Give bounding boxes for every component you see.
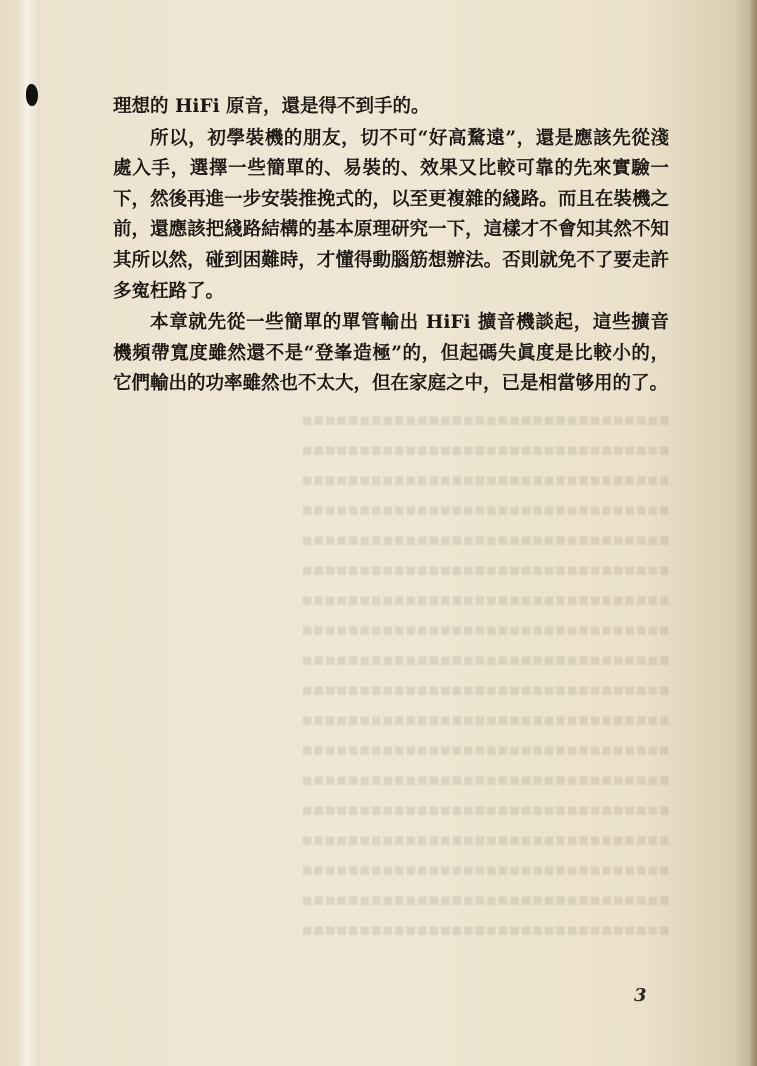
- body-text: [113, 92, 669, 400]
- page-edge-shadow: [749, 0, 757, 1066]
- ink-spot: [26, 84, 38, 106]
- paragraph-advice: 所以，初學裝機的朋友，切不可“好高騖遠”，還是應該先從淺處入手，選擇一些簡單的、易裝的、效果又比較可靠的先來實驗一下，然後再進一步安裝推挽式的，以至更複雜的綫路。而且在裝機之前，還應該把綫路結構的基本原理研究一下，這樣才不會知其然不知其所以然，碰到困難時，才懂得動腦筋想辦法。否則就免不了要走許多寃枉路了。: [113, 127, 669, 302]
- paragraph-chapter-intro: 本章就先從一些簡單的單管輸出 HiFi 擴音機談起，這些擴音機頻帶寬度雖然還不是“登峯造極”的，但起碼失眞度是比較小的，它們輸出的功率雖然也不太大，但在家庭之中，已是相當够用的了。: [113, 312, 669, 395]
- bleed-through-text: ▪▪▪▪▪▪▪▪▪▪▪▪▪▪▪▪▪▪▪▪▪▪▪▪▪▪▪▪▪▪▪▪ ▪▪▪▪▪▪▪▪▪▪▪▪▪▪▪▪▪▪▪▪▪▪▪▪▪▪▪▪▪▪▪▪ ▪▪▪▪▪▪▪▪▪▪▪▪▪▪▪▪▪▪▪▪▪▪▪▪▪▪▪▪▪▪▪▪ ▪▪▪▪▪▪▪▪▪▪▪▪▪▪▪▪▪▪▪▪▪▪▪▪▪▪▪▪▪▪▪▪ ▪▪▪▪▪▪▪▪▪▪▪▪▪▪▪▪▪▪▪▪▪▪▪▪▪▪▪▪▪▪▪▪ ▪▪▪▪▪▪▪▪▪▪▪▪▪▪▪▪▪▪▪▪▪▪▪▪▪▪▪▪▪▪▪▪ ▪▪▪▪▪▪▪▪▪▪▪▪▪▪▪▪▪▪▪▪▪▪▪▪▪▪▪▪▪▪▪▪ ▪▪▪▪▪▪▪▪▪▪▪▪▪▪▪▪▪▪▪▪▪▪▪▪▪▪▪▪▪▪▪▪ ▪▪▪▪▪▪▪▪▪▪▪▪▪▪▪▪▪▪▪▪▪▪▪▪▪▪▪▪▪▪▪▪ ▪▪▪▪▪▪▪▪▪▪▪▪▪▪▪▪▪▪▪▪▪▪▪▪▪▪▪▪▪▪▪▪ ▪▪▪▪▪▪▪▪▪▪▪▪▪▪▪▪▪▪▪▪▪▪▪▪▪▪▪▪▪▪▪▪ ▪▪▪▪▪▪▪▪▪▪▪▪▪▪▪▪▪▪▪▪▪▪▪▪▪▪▪▪▪▪▪▪ ▪▪▪▪▪▪▪▪▪▪▪▪▪▪▪▪▪▪▪▪▪▪▪▪▪▪▪▪▪▪▪▪ ▪▪▪▪▪▪▪▪▪▪▪▪▪▪▪▪▪▪▪▪▪▪▪▪▪▪▪▪▪▪▪▪ ▪▪▪▪▪▪▪▪▪▪▪▪▪▪▪▪▪▪▪▪▪▪▪▪▪▪▪▪▪▪▪▪ ▪▪▪▪▪▪▪▪▪▪▪▪▪▪▪▪▪▪▪▪▪▪▪▪▪▪▪▪▪▪▪▪ ▪▪▪▪▪▪▪▪▪▪▪▪▪▪▪▪▪▪▪▪▪▪▪▪▪▪▪▪▪▪▪▪ ▪▪▪▪▪▪▪▪▪▪▪▪▪▪▪▪▪▪▪▪▪▪▪▪▪▪▪▪▪▪▪▪: [301, 410, 670, 940]
- paragraph-continuation: 理想的 HiFi 原音，還是得不到手的。: [113, 96, 430, 117]
- page-binding-shadow: [18, 0, 40, 1066]
- page-number: 3: [634, 985, 647, 1006]
